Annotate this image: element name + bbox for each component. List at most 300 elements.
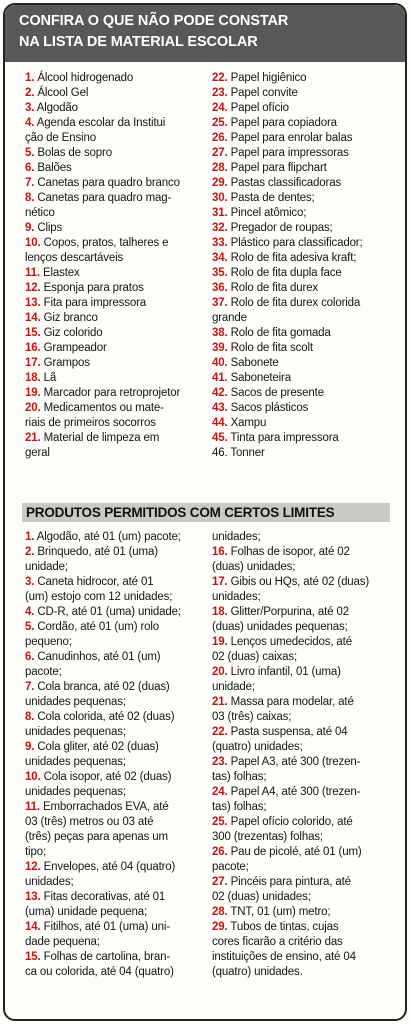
item-number: 24. bbox=[212, 102, 228, 114]
item-text: Glitter/Porpurina, até 02 bbox=[230, 606, 349, 618]
item-number: 42. bbox=[212, 387, 228, 399]
list-item-continuation bbox=[25, 905, 181, 920]
list-item bbox=[25, 281, 180, 296]
item-text: Canetas para quadro branco bbox=[37, 177, 180, 189]
item-number: 27. bbox=[212, 147, 228, 159]
item-text: unidades; bbox=[212, 591, 261, 603]
list-item bbox=[25, 431, 180, 446]
item-text: Cola branca, até 02 (duas) bbox=[37, 681, 170, 693]
item-text: ca ou colorida, até 04 (quatro) bbox=[25, 966, 174, 978]
item-text: (duas) unidades; bbox=[212, 561, 296, 573]
item-text: Papel ofício bbox=[230, 102, 289, 114]
list-item-continuation bbox=[25, 875, 181, 890]
list-item bbox=[25, 890, 181, 905]
list-item-continuation bbox=[25, 695, 181, 710]
list-item bbox=[212, 755, 369, 770]
item-text: Pincel atômico; bbox=[230, 207, 307, 219]
list-item bbox=[212, 371, 363, 386]
list-item bbox=[212, 845, 369, 860]
list-item-continuation bbox=[25, 446, 180, 461]
list-item bbox=[25, 710, 181, 725]
item-number: 33. bbox=[212, 237, 228, 249]
item-text: Pregador de roupas; bbox=[230, 222, 333, 234]
item-number: 25. bbox=[212, 117, 228, 129]
item-number: 28. bbox=[212, 906, 228, 918]
item-text: instituições de ensino, até 04 bbox=[212, 951, 356, 963]
list-item bbox=[212, 665, 369, 680]
item-text: Pasta de dentes; bbox=[230, 192, 315, 204]
item-number: 8. bbox=[25, 192, 35, 204]
item-text: Livro infantil, 01 (uma) bbox=[230, 666, 341, 678]
item-text: Rolo de fita adesiva kraft; bbox=[230, 252, 357, 264]
item-text: Canetas para quadro mag- bbox=[37, 192, 172, 204]
list-item-continuation bbox=[25, 206, 180, 221]
list-item bbox=[212, 176, 363, 191]
item-text: Folhas de isopor, até 02 bbox=[230, 546, 350, 558]
item-text: Grampeador bbox=[43, 342, 107, 354]
item-number: 16. bbox=[212, 546, 228, 558]
item-text: lenços descartáveis bbox=[25, 252, 124, 264]
list-item-continuation bbox=[212, 590, 369, 605]
list-item bbox=[25, 71, 180, 86]
item-text: Material de limpeza em bbox=[43, 432, 160, 444]
list-item bbox=[212, 725, 369, 740]
list-item bbox=[25, 650, 181, 665]
list-item bbox=[212, 920, 369, 935]
item-text: Rolo de fita gomada bbox=[230, 327, 331, 339]
item-text: Álcool hidrogenado bbox=[37, 72, 134, 84]
item-text: tas) folhas; bbox=[212, 771, 267, 783]
item-text: nético bbox=[25, 207, 55, 219]
item-text: Elastex bbox=[42, 267, 80, 279]
item-text: Papel para flipchart bbox=[230, 162, 327, 174]
item-text: ção de Ensino bbox=[25, 132, 96, 144]
item-text: Cola gliter, até 02 (duas) bbox=[37, 741, 159, 753]
list-item bbox=[25, 266, 180, 281]
item-text: unidades pequenas; bbox=[25, 756, 126, 768]
item-text: Lã bbox=[43, 372, 57, 384]
item-text: Cola isopor, até 02 (duas) bbox=[43, 771, 172, 783]
list-item-continuation bbox=[25, 665, 181, 680]
list-item-continuation bbox=[212, 650, 369, 665]
list-item bbox=[212, 326, 363, 341]
item-text: Rolo de fita durex bbox=[230, 282, 319, 294]
item-number: 20. bbox=[25, 402, 41, 414]
item-text: (uma) unidade pequena; bbox=[25, 906, 148, 918]
list-item bbox=[25, 605, 181, 620]
item-text: Giz branco bbox=[43, 312, 98, 324]
list-item-continuation bbox=[25, 251, 180, 266]
list-item bbox=[25, 920, 181, 935]
item-number: 21. bbox=[25, 432, 41, 444]
item-text: unidade; bbox=[212, 681, 255, 693]
item-text: Lenços umedecidos, até bbox=[230, 636, 352, 648]
item-text: Pau de picolé, até 01 (um) bbox=[230, 846, 362, 858]
allowed-list-left bbox=[25, 530, 181, 980]
item-number: 13. bbox=[25, 297, 41, 309]
list-item-continuation bbox=[25, 635, 181, 650]
item-number: 17. bbox=[212, 576, 228, 588]
item-number: 35. bbox=[212, 267, 228, 279]
continuation-text: unidades; bbox=[212, 531, 261, 543]
list-item bbox=[25, 176, 180, 191]
item-text: Rolo de fita dupla face bbox=[230, 267, 342, 279]
list-item bbox=[25, 326, 180, 341]
item-number: 37. bbox=[212, 297, 228, 309]
list-item bbox=[212, 401, 363, 416]
list-item bbox=[212, 161, 363, 176]
list-item bbox=[212, 575, 369, 590]
list-item bbox=[25, 161, 180, 176]
list-item-continuation bbox=[212, 770, 369, 785]
list-item bbox=[25, 680, 181, 695]
list-item bbox=[212, 635, 369, 650]
list-item bbox=[212, 251, 363, 266]
header-title-line-2: NA LISTA DE MATERIAL ESCOLAR bbox=[19, 34, 258, 50]
list-item bbox=[25, 401, 180, 416]
item-number: 8. bbox=[25, 711, 35, 723]
item-number: 10. bbox=[25, 237, 41, 249]
list-item-continuation bbox=[25, 830, 181, 845]
item-number: 23. bbox=[212, 87, 228, 99]
item-text: Álcool Gel bbox=[37, 87, 89, 99]
item-text: Tinta para impressora bbox=[230, 432, 339, 444]
list-item-continuation bbox=[25, 935, 181, 950]
item-text: Papel higiênico bbox=[230, 72, 307, 84]
item-text: Medicamentos ou mate- bbox=[43, 402, 164, 414]
item-text: (duas) unidades pequenas; bbox=[212, 621, 348, 633]
list-item-continuation bbox=[212, 560, 369, 575]
item-text: Pasta suspensa, até 04 bbox=[230, 726, 348, 738]
list-item bbox=[212, 191, 363, 206]
list-item-continuation bbox=[212, 890, 369, 905]
list-item bbox=[212, 446, 363, 461]
item-text: cores ficarão a critério das bbox=[212, 936, 343, 948]
list-item bbox=[212, 416, 363, 431]
list-item bbox=[212, 86, 363, 101]
item-number: 18. bbox=[212, 606, 228, 618]
item-number: 15. bbox=[25, 327, 41, 339]
list-item bbox=[25, 386, 180, 401]
item-text: Bolas de sopro bbox=[37, 147, 112, 159]
item-number: 12. bbox=[25, 282, 41, 294]
item-number: 28. bbox=[212, 162, 228, 174]
item-number: 4. bbox=[25, 117, 35, 129]
item-number: 34. bbox=[212, 252, 228, 264]
list-item-continuation bbox=[212, 311, 363, 326]
item-text: Copos, pratos, talheres e bbox=[43, 237, 169, 249]
item-text: Canudinhos, até 01 (um) bbox=[37, 651, 161, 663]
document-panel bbox=[3, 3, 407, 1021]
item-number: 21. bbox=[212, 696, 228, 708]
item-number: 39. bbox=[212, 342, 228, 354]
item-number: 1. bbox=[25, 72, 35, 84]
item-text: Papel ofício colorido, até bbox=[230, 816, 353, 828]
item-number: 22. bbox=[212, 72, 228, 84]
item-number: 9. bbox=[25, 741, 35, 753]
list-item bbox=[212, 605, 369, 620]
item-text: 03 (três) caixas; bbox=[212, 711, 292, 723]
item-number: 5. bbox=[25, 621, 35, 633]
list-item-continuation bbox=[212, 620, 369, 635]
list-item-continuation bbox=[212, 935, 369, 950]
item-text: Plástico para classificador; bbox=[230, 237, 363, 249]
item-text: Gibis ou HQs, até 02 (duas) bbox=[230, 576, 370, 588]
item-text: riais de primeiros socorros bbox=[25, 417, 156, 429]
list-item-continuation bbox=[25, 755, 181, 770]
item-number: 29. bbox=[212, 177, 228, 189]
list-item-continuation bbox=[25, 560, 181, 575]
item-number: 7. bbox=[25, 681, 35, 693]
list-item bbox=[212, 221, 363, 236]
item-number: 19. bbox=[25, 387, 41, 399]
item-number: 14. bbox=[25, 312, 41, 324]
item-text: (três) peças para apenas um bbox=[25, 831, 168, 843]
item-number: 10. bbox=[25, 771, 41, 783]
item-text: Tonner bbox=[230, 447, 265, 459]
list-item bbox=[25, 740, 181, 755]
list-item-continuation bbox=[25, 845, 181, 860]
list-item bbox=[212, 815, 369, 830]
item-text: Papel A3, até 300 (trezen- bbox=[230, 756, 361, 768]
item-number: 43. bbox=[212, 402, 228, 414]
item-text: Caneta hidrocor, até 01 bbox=[37, 576, 154, 588]
item-text: Massa para modelar, até bbox=[230, 696, 354, 708]
list-item bbox=[212, 71, 363, 86]
item-number: 16. bbox=[25, 342, 41, 354]
header-title-line-1: CONFIRA O QUE NÃO PODE CONSTAR bbox=[19, 13, 289, 29]
item-text: Rolo de fita scolt bbox=[230, 342, 313, 354]
item-number: 6. bbox=[25, 162, 35, 174]
list-item bbox=[212, 875, 369, 890]
item-text: Papel para impressoras bbox=[230, 147, 349, 159]
list-item bbox=[212, 236, 363, 251]
list-item-continuation bbox=[212, 950, 369, 965]
item-text: 02 (duas) caixas; bbox=[212, 651, 298, 663]
item-text: Algodão, até 01 (um) pacote; bbox=[36, 531, 181, 543]
item-text: Clips bbox=[37, 222, 63, 234]
list-item bbox=[212, 101, 363, 116]
list-item-continuation bbox=[212, 740, 369, 755]
item-text: Esponja para pratos bbox=[43, 282, 144, 294]
list-item bbox=[212, 386, 363, 401]
item-number: 13. bbox=[25, 891, 41, 903]
item-number: 40. bbox=[212, 357, 228, 369]
item-number: 45. bbox=[212, 432, 228, 444]
item-text: Tubos de tintas, cujas bbox=[230, 921, 339, 933]
item-number: 22. bbox=[212, 726, 228, 738]
item-text: Emborrachados EVA, até bbox=[42, 801, 169, 813]
item-text: unidades; bbox=[25, 876, 74, 888]
list-item bbox=[25, 620, 181, 635]
item-number: 2. bbox=[25, 546, 35, 558]
item-number: 9. bbox=[25, 222, 35, 234]
list-item bbox=[212, 431, 363, 446]
list-item bbox=[25, 86, 180, 101]
item-number: 1. bbox=[25, 531, 35, 543]
allowed-right-continuation bbox=[212, 530, 261, 545]
item-text: tas) folhas; bbox=[212, 801, 267, 813]
item-text: Xampu bbox=[230, 417, 267, 429]
item-number: 17. bbox=[25, 357, 41, 369]
item-number: 38. bbox=[212, 327, 228, 339]
list-item bbox=[212, 356, 363, 371]
list-item bbox=[25, 371, 180, 386]
item-number: 15. bbox=[25, 951, 41, 963]
list-item bbox=[25, 221, 180, 236]
list-item-continuation bbox=[212, 830, 369, 845]
list-item bbox=[25, 191, 180, 206]
list-item bbox=[212, 146, 363, 161]
item-text: Envelopes, até 04 (quatro) bbox=[43, 861, 176, 873]
item-text: Marcador para retroprojetor bbox=[43, 387, 181, 399]
item-text: Sacos plásticos bbox=[230, 402, 309, 414]
item-text: Brinquedo, até 01 (uma) bbox=[37, 546, 158, 558]
item-text: pequeno; bbox=[25, 636, 72, 648]
item-text: Papel convite bbox=[230, 87, 298, 99]
list-item-continuation bbox=[25, 131, 180, 146]
item-number: 30. bbox=[212, 192, 228, 204]
list-item bbox=[25, 341, 180, 356]
list-item bbox=[212, 206, 363, 221]
item-number: 26. bbox=[212, 132, 228, 144]
item-number: 7. bbox=[25, 177, 35, 189]
item-text: Pincéis para pintura, até bbox=[230, 876, 351, 888]
item-number: 32. bbox=[212, 222, 228, 234]
item-number: 26. bbox=[212, 846, 228, 858]
item-text: 300 (trezentas) folhas; bbox=[212, 831, 323, 843]
item-text: pacote; bbox=[25, 666, 62, 678]
list-item bbox=[25, 236, 180, 251]
prohibited-list-left bbox=[25, 71, 180, 461]
item-text: Giz colorido bbox=[43, 327, 103, 339]
item-text: Sabonete bbox=[230, 357, 279, 369]
list-item-continuation bbox=[212, 680, 369, 695]
item-text: 02 (duas) unidades; bbox=[212, 891, 311, 903]
item-number: 41. bbox=[212, 372, 228, 384]
list-item bbox=[212, 116, 363, 131]
item-number: 27. bbox=[212, 876, 228, 888]
item-text: grande bbox=[212, 312, 247, 324]
list-item bbox=[212, 695, 369, 710]
item-text: unidade; bbox=[25, 561, 68, 573]
list-item bbox=[25, 860, 181, 875]
list-item-continuation bbox=[25, 725, 181, 740]
item-number: 19. bbox=[212, 636, 228, 648]
item-text: unidades pequenas; bbox=[25, 726, 126, 738]
list-item-continuation bbox=[25, 785, 181, 800]
list-item bbox=[25, 770, 181, 785]
item-text: Rolo de fita durex colorida bbox=[230, 297, 361, 309]
item-number: 3. bbox=[25, 576, 35, 588]
list-item-continuation bbox=[212, 800, 369, 815]
item-number: 11. bbox=[25, 801, 40, 813]
list-item bbox=[25, 575, 181, 590]
item-number: 3. bbox=[25, 102, 35, 114]
item-text: Fita para impressora bbox=[43, 297, 147, 309]
item-text: Algodão bbox=[36, 102, 78, 114]
item-text: dade pequena; bbox=[25, 936, 100, 948]
item-number: 5. bbox=[25, 147, 35, 159]
allowed-list-right bbox=[212, 545, 369, 980]
list-item-continuation bbox=[25, 815, 181, 830]
item-number: 18. bbox=[25, 372, 41, 384]
item-text: geral bbox=[25, 447, 50, 459]
item-number: 12. bbox=[25, 861, 41, 873]
list-item-continuation bbox=[25, 965, 181, 980]
section-permitted-title: PRODUTOS PERMITIDOS COM CERTOS LIMITES bbox=[26, 505, 335, 520]
item-number: 20. bbox=[212, 666, 228, 678]
item-text: Pastas classificadoras bbox=[230, 177, 342, 189]
list-item bbox=[212, 905, 369, 920]
list-item bbox=[25, 530, 181, 545]
item-text: (quatro) unidades; bbox=[212, 741, 303, 753]
list-item bbox=[212, 296, 363, 311]
item-text: Folhas de cartolina, bran- bbox=[43, 951, 171, 963]
list-item bbox=[212, 785, 369, 800]
item-text: Papel A4, até 300 (trezen- bbox=[230, 786, 361, 798]
list-item-continuation bbox=[212, 965, 369, 980]
prohibited-list-right bbox=[212, 71, 363, 461]
list-item bbox=[25, 116, 180, 131]
item-text: Balões bbox=[37, 162, 72, 174]
header-bar bbox=[5, 5, 405, 62]
item-number: 11. bbox=[25, 267, 40, 279]
item-text: Grampos bbox=[43, 357, 90, 369]
item-number: 36. bbox=[212, 282, 228, 294]
item-number: 23. bbox=[212, 756, 228, 768]
list-item-continuation bbox=[25, 416, 180, 431]
list-item bbox=[25, 296, 180, 311]
item-number: 14. bbox=[25, 921, 41, 933]
item-number: 31. bbox=[212, 207, 228, 219]
list-item bbox=[212, 281, 363, 296]
list-item bbox=[212, 545, 369, 560]
item-text: CD-R, até 01 (uma) unidade; bbox=[37, 606, 181, 618]
item-text: Cordão, até 01 (um) rolo bbox=[37, 621, 160, 633]
list-item-continuation bbox=[212, 710, 369, 725]
list-item bbox=[25, 146, 180, 161]
list-item bbox=[25, 311, 180, 326]
item-text: Fitas decorativas, até 01 bbox=[43, 891, 166, 903]
list-item bbox=[212, 341, 363, 356]
item-text: pacote; bbox=[212, 861, 249, 873]
item-text: unidades pequenas; bbox=[25, 786, 126, 798]
item-text: tipo; bbox=[25, 846, 46, 858]
item-text: Cola colorida, até 02 (duas) bbox=[37, 711, 175, 723]
section-permitted-bar bbox=[22, 503, 390, 522]
item-text: 03 (três) metros ou 03 até bbox=[25, 816, 154, 828]
item-text: Agenda escolar da Institui bbox=[36, 117, 166, 129]
list-item bbox=[25, 545, 181, 560]
item-number: 46. bbox=[212, 447, 228, 459]
item-number: 24. bbox=[212, 786, 228, 798]
item-text: Saboneteira bbox=[230, 372, 291, 384]
list-item bbox=[212, 266, 363, 281]
item-number: 2. bbox=[25, 87, 35, 99]
item-text: TNT, 01 (um) metro; bbox=[230, 906, 331, 918]
list-item-continuation bbox=[212, 860, 369, 875]
item-text: (quatro) unidades. bbox=[212, 966, 303, 978]
item-text: Fitilhos, até 01 (uma) uni- bbox=[43, 921, 170, 933]
list-item bbox=[25, 356, 180, 371]
item-number: 6. bbox=[25, 651, 35, 663]
item-text: (um) estojo com 12 unidades; bbox=[25, 591, 173, 603]
list-item bbox=[212, 131, 363, 146]
item-text: Sacos de presente bbox=[230, 387, 324, 399]
list-item bbox=[25, 101, 180, 116]
item-number: 29. bbox=[212, 921, 228, 933]
